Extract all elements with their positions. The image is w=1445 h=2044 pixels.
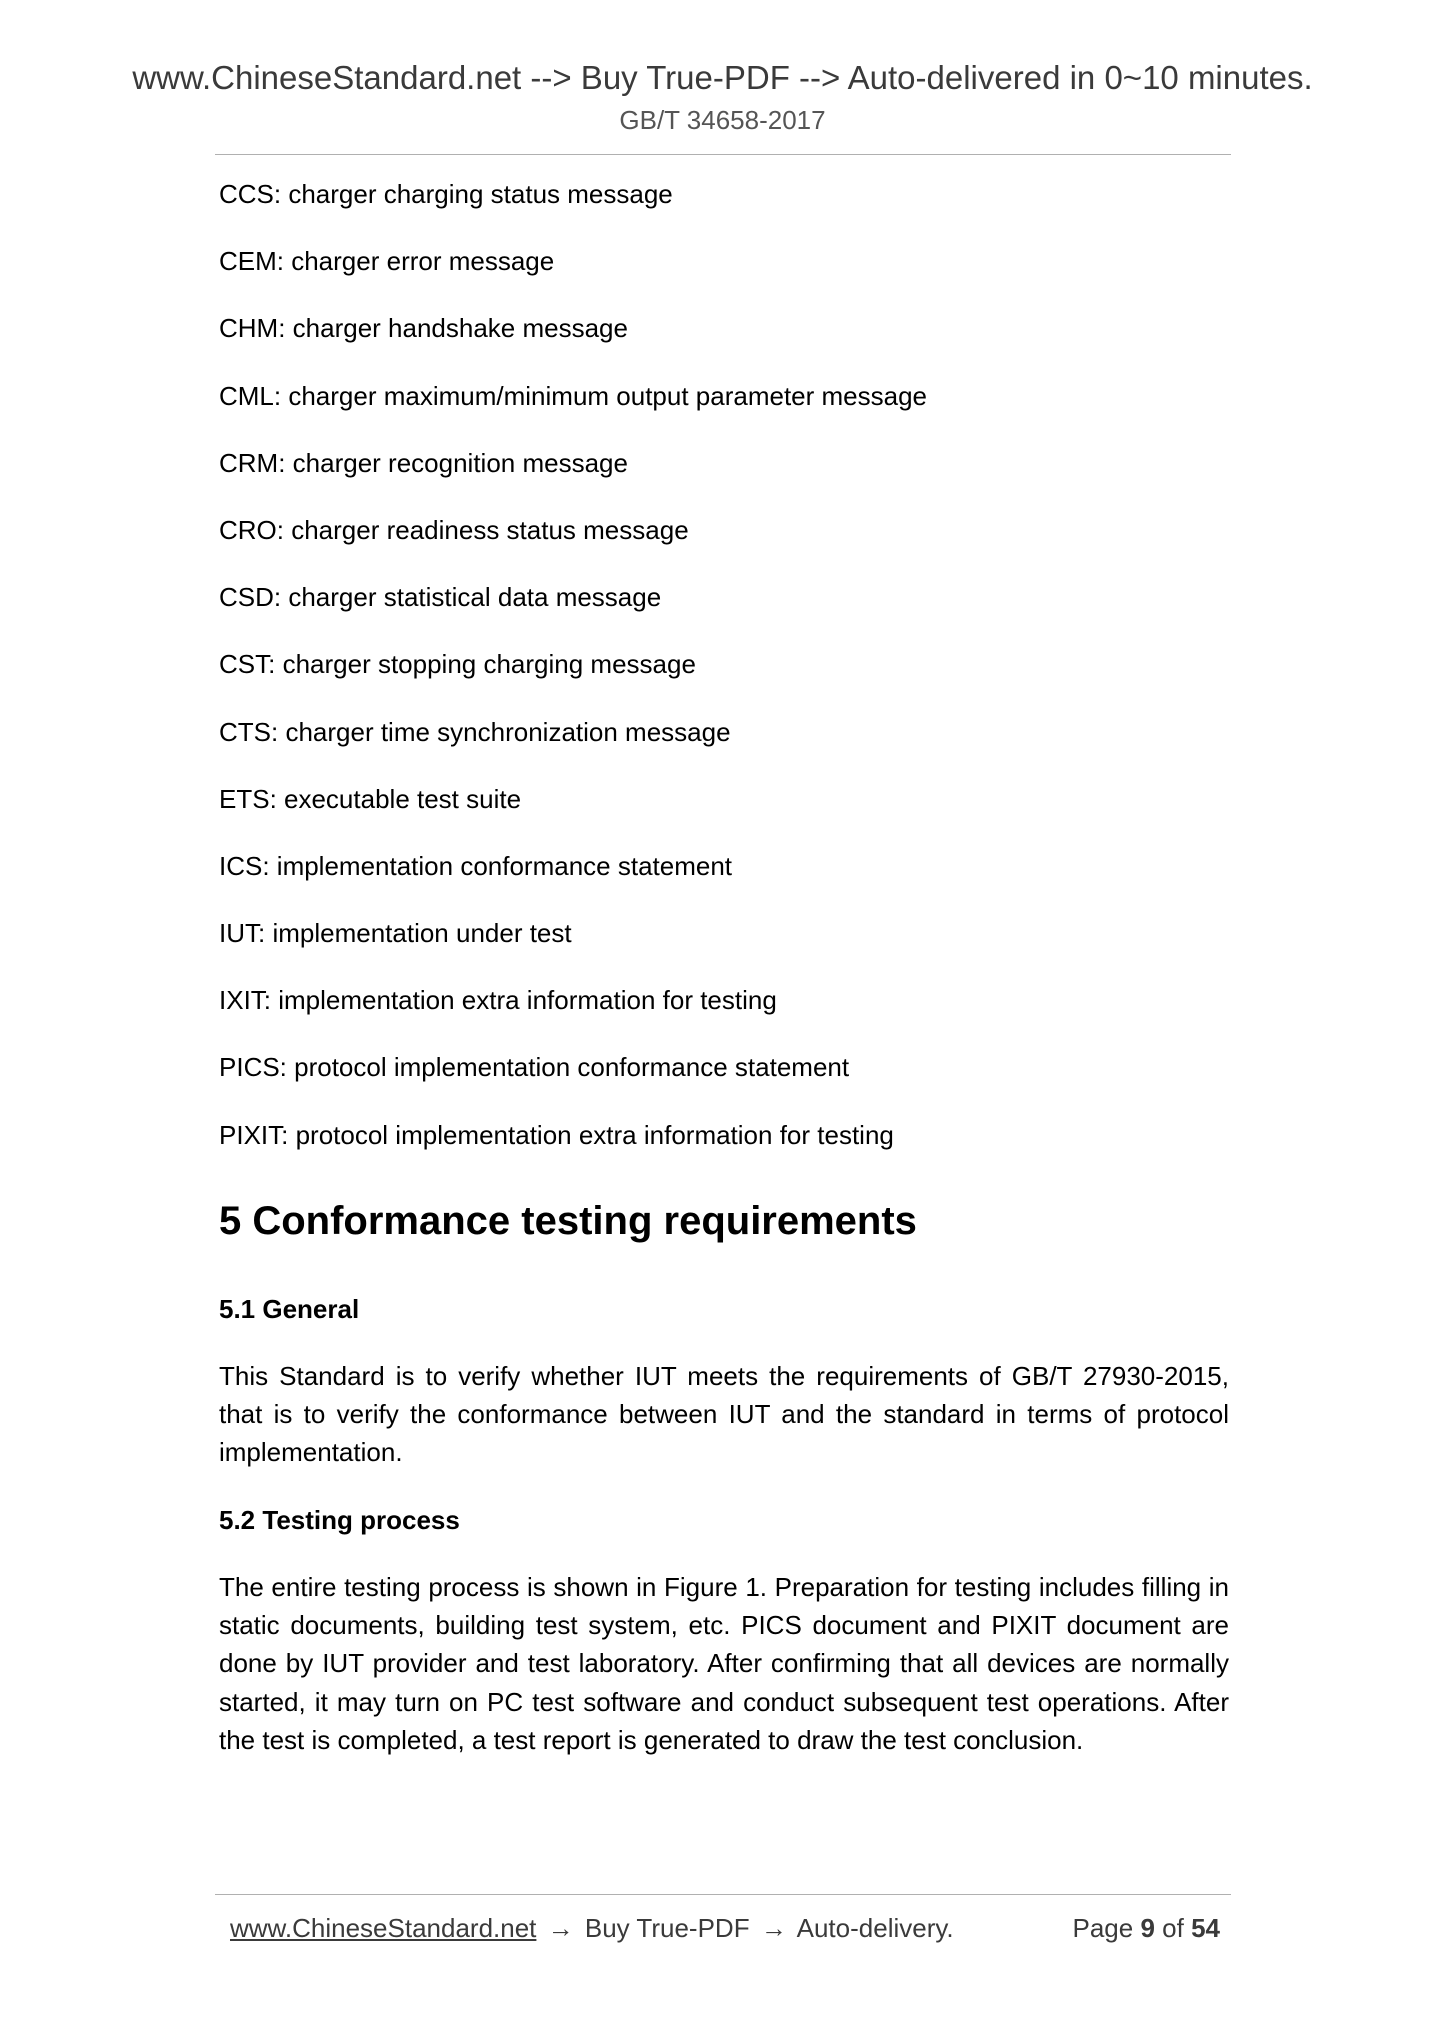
list-item: CST: charger stopping charging message	[219, 649, 696, 680]
abbreviation-list	[219, 176, 1231, 1184]
list-item: PIXIT: protocol implementation extra information for testing	[219, 1119, 894, 1150]
header-banner[interactable]: www.ChineseStandard.net --> Buy True-PDF --> Auto-delivered in 0~10 minutes.	[132, 59, 1313, 96]
footer-delivery-text: Auto-delivery.	[796, 1913, 954, 1943]
list-item: PICS: protocol implementation conformance statement	[219, 1052, 850, 1083]
list-item: CSD: charger statistical data message	[219, 582, 662, 613]
testing-process-paragraph: The entire testing process is shown in Figure 1. Preparation for testing includes filling in static documents, building test system, etc. PICS document and PIXIT document are done by IUT provider and test laboratory. After confirming that all devices are normally started, it may turn on PC test software and conduct subsequent test operations. After the test is completed, a test report is generated to draw the test conclusion.	[219, 1572, 1229, 1755]
list-item: CRM: charger recognition message	[219, 447, 628, 478]
page-total: 54	[1191, 1913, 1220, 1943]
arrow-right-icon: →	[760, 1913, 787, 1943]
list-item: CRO: charger readiness status message	[219, 514, 689, 545]
list-item: CML: charger maximum/minimum output parameter message	[219, 380, 928, 411]
list-item: IUT: implementation under test	[219, 918, 572, 949]
page-of: of	[1162, 1913, 1184, 1943]
general-heading: 5.1 General	[219, 1294, 360, 1324]
footer-buy-link[interactable]: Buy True-PDF	[584, 1913, 750, 1943]
list-item: IXIT: implementation extra information for testing	[219, 985, 777, 1016]
arrow-right-icon: →	[547, 1913, 574, 1943]
list-item: CCS: charger charging status message	[219, 179, 673, 209]
list-item: ICS: implementation conformance statement	[219, 850, 733, 881]
page-current: 9	[1140, 1913, 1155, 1943]
header-divider	[215, 154, 1231, 155]
footer-links	[230, 1908, 954, 1948]
testing-process-heading: 5.2 Testing process	[219, 1505, 460, 1535]
page-label: Page	[1072, 1913, 1134, 1943]
document-number: GB/T 34658-2017	[619, 105, 826, 135]
footer-site-link[interactable]: www.ChineseStandard.net	[230, 1913, 537, 1943]
list-item: ETS: executable test suite	[219, 783, 522, 814]
list-item: CTS: charger time synchronization message	[219, 716, 731, 747]
list-item: CEM: charger error message	[219, 246, 555, 277]
page-indicator	[1072, 1908, 1220, 1948]
section-title: 5 Conformance testing requirements	[219, 1199, 917, 1243]
footer-divider	[215, 1894, 1231, 1895]
general-paragraph: This Standard is to verify whether IUT meets the requirements of GB/T 27930-2015, that is to verify the conformance between IUT and the standard in terms of protocol implementation.	[219, 1361, 1229, 1468]
list-item: CHM: charger handshake message	[219, 313, 628, 344]
footer	[230, 1908, 1220, 1948]
